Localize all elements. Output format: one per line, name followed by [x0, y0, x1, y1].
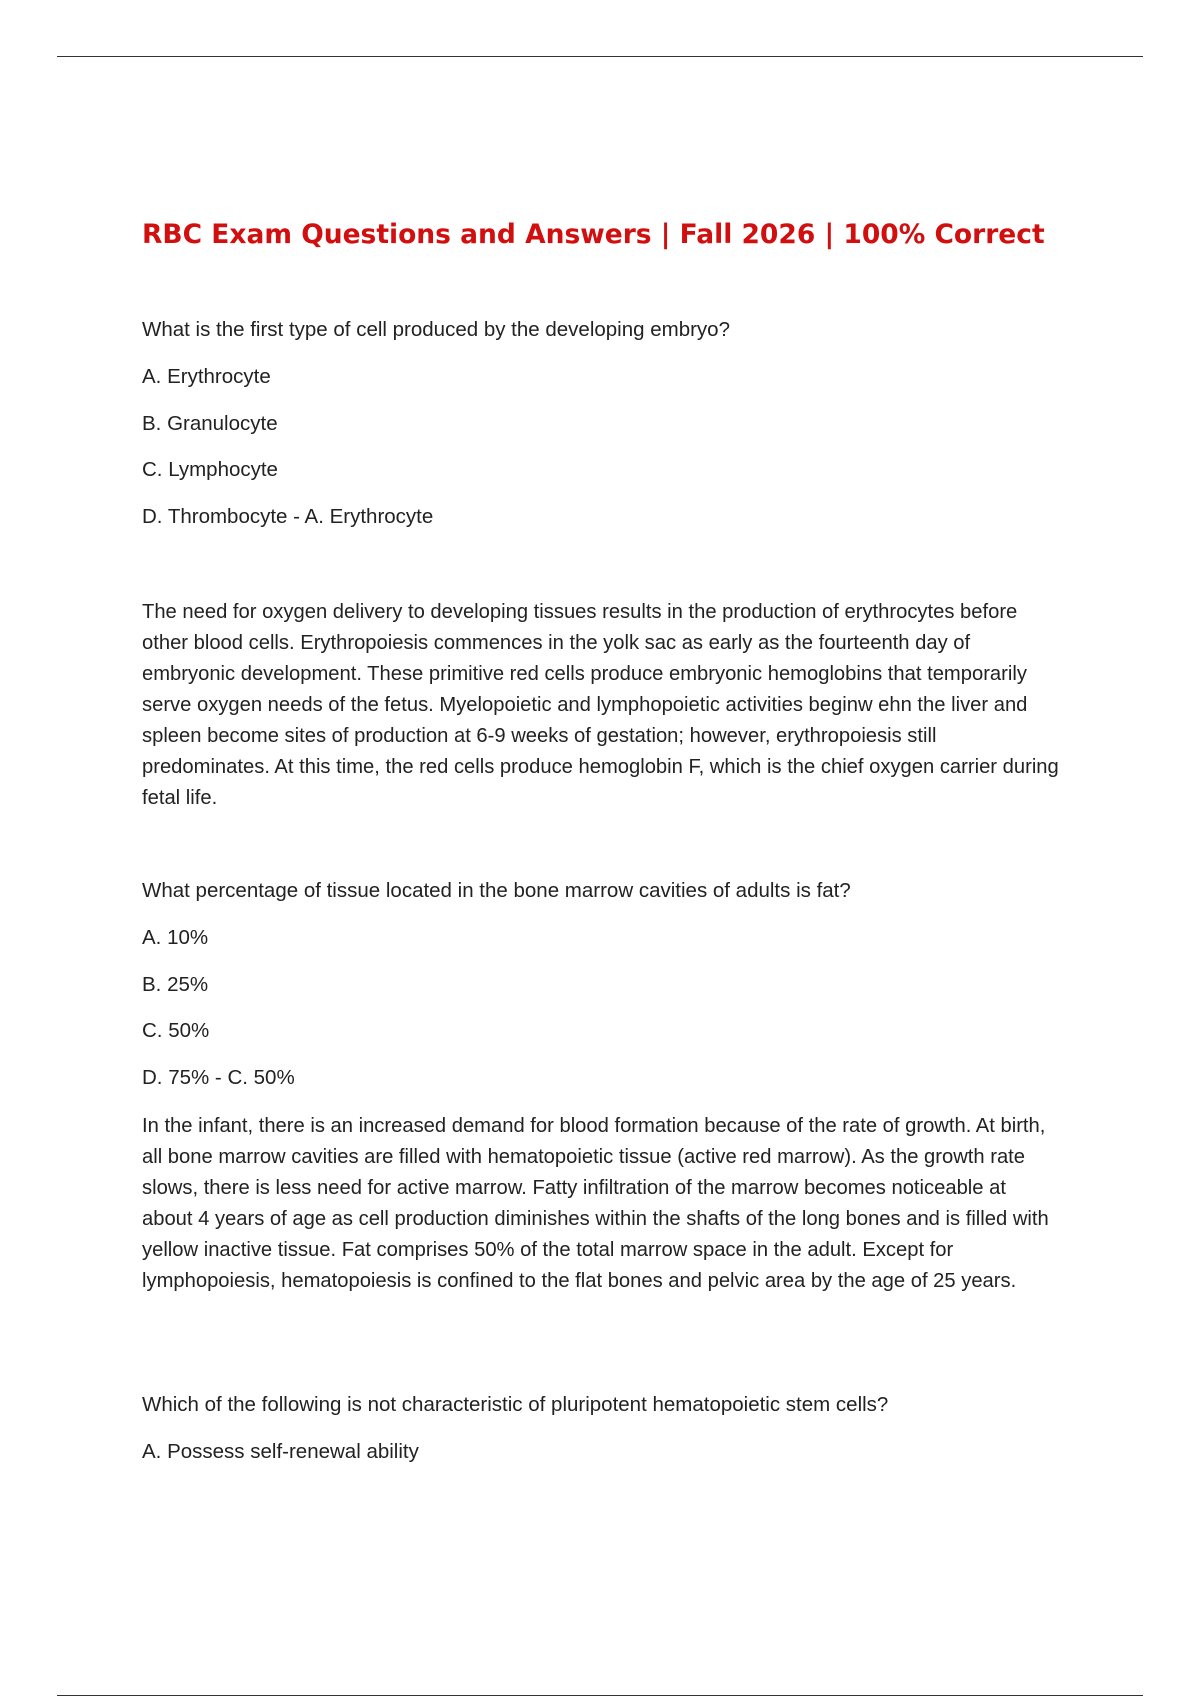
question-2-option-d-answer: D. 75% - C. 50% [142, 1066, 295, 1089]
question-2-option-c: C. 50% [142, 1019, 210, 1042]
question-1-option-a: A. Erythrocyte [142, 365, 271, 388]
header-rule [57, 56, 1143, 57]
question-1-option-b: B. Granulocyte [142, 412, 278, 435]
question-1-option-d-answer: D. Thrombocyte - A. Erythrocyte [142, 505, 434, 528]
question-1: What is the first type of cell produced by the developing embryo? [142, 318, 730, 341]
document-title: RBC Exam Questions and Answers | Fall 2026 | 100% Correct [142, 219, 1045, 250]
question-2: What percentage of tissue located in the bone marrow cavities of adults is fat? [142, 879, 851, 902]
question-1-option-c: C. Lymphocyte [142, 458, 278, 481]
question-2-option-a: A. 10% [142, 926, 209, 949]
question-2-explanation: In the infant, there is an increased demand for blood formation because of the rate of growth. At birth, all bone marrow cavities are filled with hematopoietic tissue (active red marrow). As the growth rate slows, there is less need for active marrow. Fatty infiltration of the marrow becomes noticeable at about 4 years of age as cell production diminishes within the shafts of the long bones and is filled with yellow inactive tissue. Fat comprises 50% of the total marrow space in the adult. Except for lymphopoiesis, hematopoiesis is confined to the flat bones and pelvic area by the age of 25 years. [142, 1115, 1049, 1292]
footer-rule [57, 1695, 1143, 1696]
question-2-option-b: B. 25% [142, 973, 209, 996]
question-3-option-a: A. Possess self-renewal ability [142, 1440, 419, 1463]
question-1-explanation: The need for oxygen delivery to developing tissues results in the production of erythrocytes before other blood cells. Erythropoiesis commences in the yolk sac as early as the fourteenth day of embryonic development. These primitive red cells produce embryonic hemoglobins that temporarily serve oxygen needs of the fetus. Myelopoietic and lymphopoietic activities beginw ehn the liver and spleen become sites of production at 6-9 weeks of gestation; however, erythropoiesis still predominates. At this time, the red cells produce hemoglobin F, which is the chief oxygen carrier during fetal life. [142, 601, 1059, 809]
question-3: Which of the following is not characteristic of pluripotent hematopoietic stem cells? [142, 1393, 889, 1416]
